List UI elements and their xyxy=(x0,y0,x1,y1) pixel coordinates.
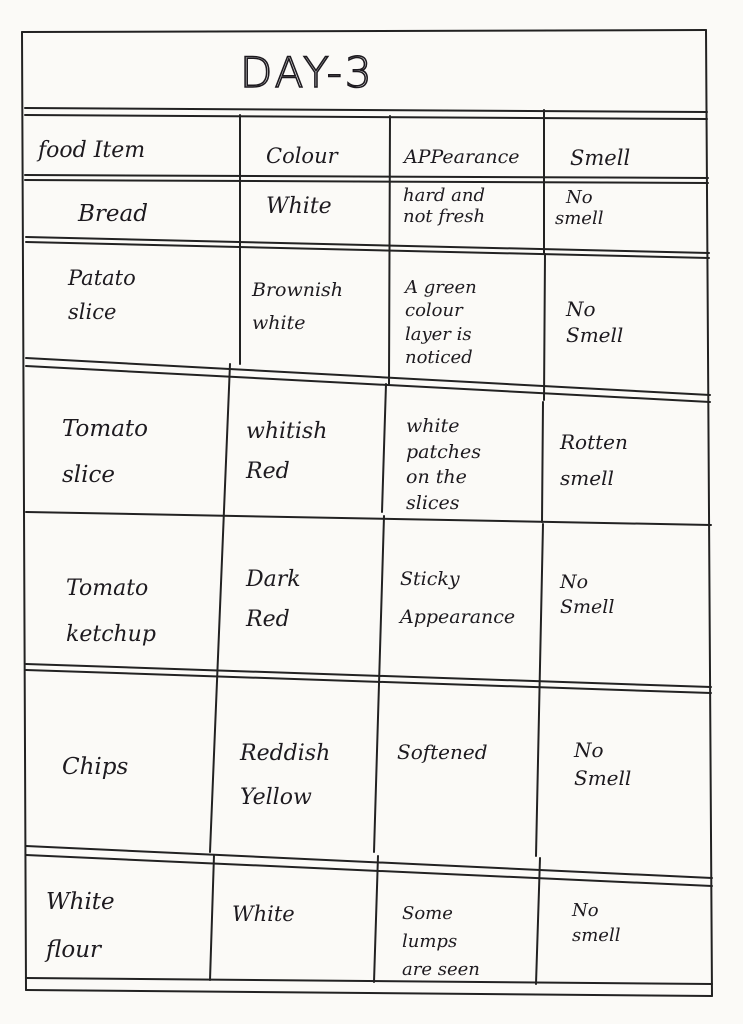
row-4-appearance: Sticky Appearance xyxy=(400,568,516,628)
row-1-colour: White xyxy=(266,194,332,219)
row-2-appearance: A green colour layer is noticed xyxy=(405,277,477,369)
row-4-food: Tomato ketchup xyxy=(66,576,156,648)
header-food-item: food Item xyxy=(38,138,146,163)
row-2-food: Patato slice xyxy=(68,266,136,324)
row-4-smell: No Smell xyxy=(560,571,615,618)
row-6-appearance: Some lumps are seen xyxy=(402,903,480,980)
row-3-colour: whitish Red xyxy=(246,419,328,484)
page-title: DAY-3 xyxy=(240,48,375,97)
row-5-smell: No Smell xyxy=(574,738,632,790)
row-6-food: White flour xyxy=(46,889,115,964)
row-1-smell: No smell xyxy=(555,187,604,229)
row-2-colour: Brownish white xyxy=(252,279,344,335)
row-5-appearance: Softened xyxy=(397,740,488,764)
row-6-smell: No smell xyxy=(572,900,621,947)
row-3-food: Tomato slice xyxy=(62,416,149,488)
row-4-colour: Dark Red xyxy=(246,567,301,632)
row-1-appearance: hard and not fresh xyxy=(403,185,486,227)
row-6-colour: White xyxy=(232,902,295,926)
row-5-colour: Reddish Yellow xyxy=(240,741,331,810)
row-3-appearance: white patches on the slices xyxy=(406,415,481,514)
row-2-smell: No Smell xyxy=(566,297,624,347)
header-appearance: APPearance xyxy=(404,146,520,168)
row-1-food: Bread xyxy=(78,201,148,227)
row-5-food: Chips xyxy=(62,754,129,780)
row-3-smell: Rotten smell xyxy=(560,430,628,490)
header-smell: Smell xyxy=(570,146,631,170)
header-colour: Colour xyxy=(266,144,338,168)
